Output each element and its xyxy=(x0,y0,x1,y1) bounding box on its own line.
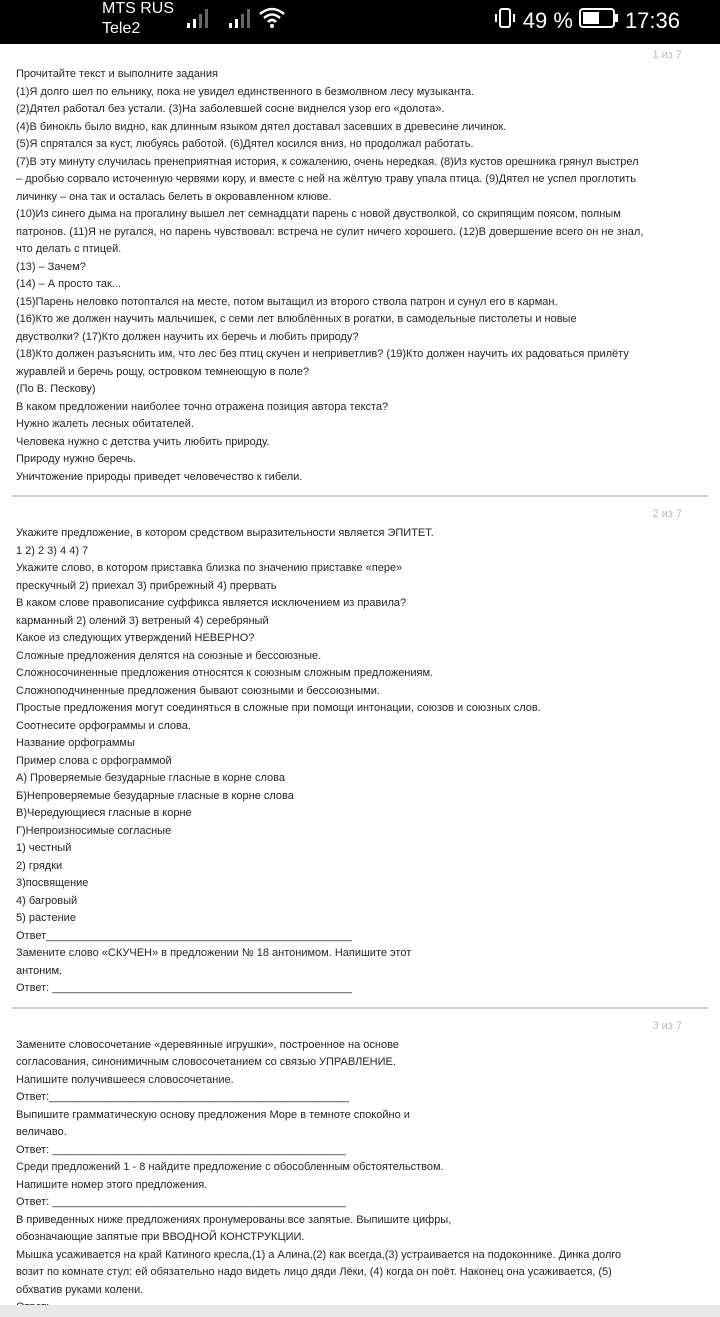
text-line: величаво. xyxy=(16,1126,67,1138)
page-number: 1 из 7 xyxy=(652,49,682,61)
carrier-name-2: Tele2 xyxy=(102,20,141,37)
signal-icon xyxy=(186,8,210,30)
text-line: Сложносочиненные предложения относятся к союзным сложным предложениям. xyxy=(16,667,434,679)
text-line: (5)Я спрятался за куст, любуясь работой. (6)Дятел косился вниз, но продолжал работать. xyxy=(16,138,474,150)
text-line: Мышка усаживается на край Катиного кресла,(1) а Алина,(2) как всегда,(3) устраивается на подоконнике. Динка долго возит по комнате стул: ей обязательно надо видеть лицо дяди Лёки, (4) когда он поёт. Наконец она усаживается, (5) обхватив руками колени. xyxy=(16,1248,622,1296)
page-section-1 xyxy=(0,44,720,486)
clock: 17:36 xyxy=(624,8,680,33)
text-line: (1)Я долго шел по ельнику, пока не увидел единственного в безмолвном лесу музыканта. xyxy=(16,85,475,98)
page-section-2 xyxy=(0,503,720,998)
text-line: В приведенных ниже предложениях пронумерованы все запятые. Выпишите цифры, xyxy=(16,1213,452,1226)
text-line: Выпишите грамматическую основу предложения Море в темноте спокойно и xyxy=(16,1108,410,1121)
text-line: 3)посвящение xyxy=(16,877,89,889)
text-line: (16)Кто же должен научить мальчишек, с семи лет влюблённых в рогатки, в самодельные пистолеты и новые двустволки? (17)Кто должен научить их беречь и любить природу? xyxy=(16,313,577,343)
text-line: Укажите слово, в котором приставка близка по значению приставке «пере» xyxy=(16,562,403,574)
page-number: 2 из 7 xyxy=(652,508,682,520)
text-line: Прочитайте текст и выполните задания xyxy=(16,68,218,80)
text-line: Ответ: _________________________________________________ xyxy=(16,982,352,994)
text-line: прескучный 2) приехал 3) прибрежный 4) прервать xyxy=(16,579,277,592)
text-line: Природу нужно беречь. xyxy=(16,453,137,465)
text-line: Б)Непроверяемые безударные гласные в корне слова xyxy=(16,789,294,802)
status-bar xyxy=(0,0,720,44)
text-line: Ответ:_________________________________________________ xyxy=(16,1091,349,1103)
text-line: Замените словосочетание «деревянные игрушки», построенное на основе xyxy=(16,1038,399,1051)
text-line: (10)Из синего дыма на прогалину вышел лет семнадцати парень с новой двустволкой, со скрипящим поясом, полным патронов. (11)Я не ругался, но парень чувствовал: встреча не сулит ничего хорошего. (12)В довершение всего он не знал, что делать с птицей. xyxy=(16,208,644,255)
text-line: карманный 2) олений 3) ветреный 4) серебряный xyxy=(16,614,269,627)
text-line: (2)Дятел работал без устали. (3)На заболевшей сосне виднелся узор его «долота». xyxy=(16,103,445,115)
page-section-3 xyxy=(0,1015,720,1317)
text-line: 1 2) 2 3) 4 4) 7 xyxy=(16,544,89,557)
document-viewer[interactable] xyxy=(0,44,720,1296)
text-line: (7)В эту минуту случилась пренеприятная история, к сожалению, очень нередкая. (8)Из кустов орешника грянул выстрел – дробью сорвало источенную червями кору, и вместе с ней на жёлтую траву упала птица. (9)Дятел не успел проглотить личинку – она так и осталась белеть в окровавленном клюве. xyxy=(16,155,639,203)
page-separator xyxy=(12,495,708,497)
text-line: (13) – Зачем? xyxy=(16,260,86,273)
text-line: Уничтожение природы приведет человечество к гибели. xyxy=(16,470,303,483)
text-line: Г)Непроизносимые согласные xyxy=(16,824,172,837)
bottom-scroll-bar xyxy=(0,1305,720,1317)
text-line: обозначающие запятые при ВВОДНОЙ КОНСТРУКЦИИ. xyxy=(16,1231,305,1243)
text-line: Сложноподчиненные предложения бывают союзными и бессоюзными. xyxy=(16,684,380,697)
text-line: В)Чередующиеся гласные в корне xyxy=(16,807,192,819)
text-line: Ответ: ________________________________________________ xyxy=(16,1143,346,1156)
text-line: Соотнесите орфограммы и слова. xyxy=(16,719,191,732)
signal-icon-2 xyxy=(228,8,252,30)
text-line: Ответ: ________________________________________________ xyxy=(16,1196,346,1208)
page-number: 3 из 7 xyxy=(652,1019,682,1032)
text-line: А) Проверяемые безударные гласные в корне слова xyxy=(16,772,285,784)
text-line: Пример слова с орфограммой xyxy=(16,754,172,767)
text-line: (14) – А просто так... xyxy=(16,278,121,290)
text-line: В каком слове правописание суффикса является исключением из правила? xyxy=(16,597,407,609)
text-line: Человека нужно с детства учить любить природу. xyxy=(16,435,270,448)
text-line: 4) багровый xyxy=(16,894,78,907)
text-line: Замените слово «СКУЧЕН» в предложении № 18 антонимом. Напишите этот xyxy=(16,947,412,959)
text-line: (4)В бинокль было видно, как длинным языком дятел доставал засевших в древесине личинок. xyxy=(16,120,507,133)
text-line: 1) честный xyxy=(16,842,72,854)
text-line: 5) растение xyxy=(16,912,76,924)
text-line: Нужно жалеть лесных обитателей. xyxy=(16,418,194,430)
text-line: Укажите предложение, в котором средством выразительности является ЭПИТЕТ. xyxy=(16,527,434,539)
battery-percent: 49 % xyxy=(522,8,573,33)
wifi-icon xyxy=(258,6,286,30)
text-line: 2) грядки xyxy=(16,859,63,872)
text-line: (По В. Пескову) xyxy=(16,383,96,395)
text-line: согласования, синонимичным словосочетанием со связью УПРАВЛЕНИЕ. xyxy=(16,1056,396,1068)
text-line: Напишите получившееся словосочетание. xyxy=(16,1073,234,1086)
page-separator xyxy=(12,1007,708,1009)
text-line: Название орфограммы xyxy=(16,737,135,749)
text-line: Какое из следующих утверждений НЕВЕРНО? xyxy=(16,632,255,644)
battery-icon xyxy=(579,7,619,35)
text-line: (18)Кто должен разъяснить им, что лес без птиц скучен и неприветлив? (19)Кто должен научить их радоваться прилёту журавлей и беречь рощу, островком темнеющую в поле? xyxy=(16,348,629,378)
text-line: В каком предложении наиболее точно отражена позиция автора текста? xyxy=(16,400,389,413)
text-line: Ответ__________________________________________________ xyxy=(16,929,352,942)
text-line: Напишите номер этого предложения. xyxy=(16,1178,208,1191)
text-line: Простые предложения могут соединяться в сложные при помощи интонации, союзов и союзных слов. xyxy=(16,702,541,714)
vibrate-icon xyxy=(493,6,517,36)
text-line: антоним. xyxy=(16,964,63,977)
text-line: Среди предложений 1 - 8 найдите предложение с обособленным обстоятельством. xyxy=(16,1161,444,1173)
text-line: (15)Парень неловко потоптался на месте, потом вытащил из второго ствола патрон и сунул его в карман. xyxy=(16,295,558,308)
text-line: Сложные предложения делятся на союзные и бессоюзные. xyxy=(16,649,322,662)
carrier-name-1: MTS RUS xyxy=(102,0,174,17)
right-status-group xyxy=(493,6,680,36)
